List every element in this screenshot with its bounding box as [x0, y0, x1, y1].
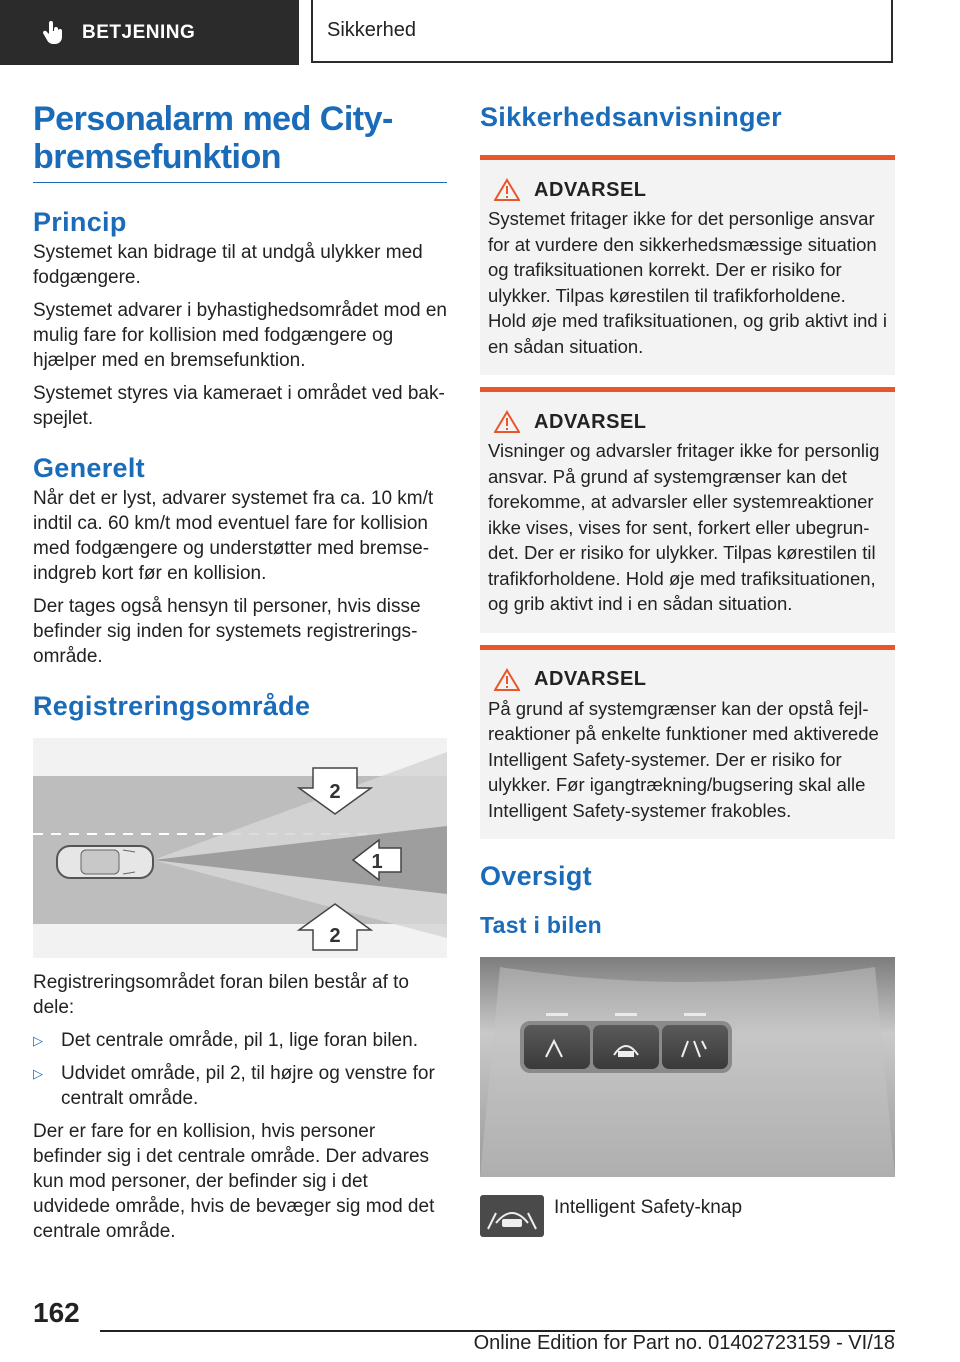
princip-paragraph-3: Systemet styres via kameraet i området ved bakspejlet. [33, 383, 445, 429]
registrering-heading: Registreringsområde [33, 691, 311, 721]
page-number: 162 [33, 1297, 80, 1328]
hand-pointer-icon [40, 20, 66, 46]
chapter-tab [311, 0, 893, 63]
princip-paragraph-1: Systemet kan bidrage til at undgå ulykker med fodgængere. [33, 242, 423, 288]
warning-text: Systemet fritager ikke for det personlige ansvar for at vurdere den sikkerhedsmæssige situation og trafiksituationen korrekt. Der er risiko for ulykker. Tilpas kørestilen til trafikforholdene. Hold øje med trafiksituationen, og grib aktivt ind i en sådan situation. [488, 208, 887, 357]
section-title: BETJENING [82, 21, 196, 43]
detection-area-diagram [33, 738, 447, 958]
button-legend-row [480, 1195, 895, 1237]
svg-text:2: 2 [329, 781, 341, 803]
oversigt-heading: Oversigt [480, 861, 592, 891]
warning-box-3 [480, 645, 895, 840]
svg-text:1: 1 [371, 851, 383, 873]
right-column [480, 100, 895, 1237]
list-item: ▷ Udvidet område, pil 2, til højre og venstre for centralt område. [33, 1063, 435, 1109]
princip-paragraph-2: Systemet advarer i byhastighedsområdet mod en mulig fare for kollision med fodgængere og hjælper med en bremsefunktion. [33, 300, 447, 371]
list-item: ▷ Det centrale område, pil 1, lige foran bilen. [33, 1030, 418, 1051]
page-title-line2: bremsefunktion [33, 138, 282, 176]
triangle-bullet-icon: ▷ [33, 1033, 43, 1048]
warning-title: ADVARSEL [534, 668, 647, 690]
svg-text:2: 2 [329, 925, 341, 947]
button-caption: Intelligent Safety-knap [554, 1197, 743, 1218]
generelt-heading: Generelt [33, 453, 145, 483]
warning-text: På grund af systemgrænser kan der opstå fejlreaktioner på enkelte funktioner med aktiverede Intelligent Safety-systemer. Der er risiko for ulykker. Før igangtrækning/bugsering skal alle Intelligent Safety-systemer frakobles. [488, 697, 879, 821]
car-icon [57, 846, 153, 878]
generelt-paragraph-1: Når det er lyst, advarer systemet fra ca. 10 km/t indtil ca. 60 km/t mod eventuel fare for kollision med fodgængere og understøtter med bremseindgreb kort før en kollision. [33, 488, 434, 584]
warning-box-1 [480, 155, 895, 375]
warning-triangle-icon [494, 668, 520, 692]
detection-bullet-list [33, 1028, 447, 1111]
edition-text: Online Edition for Part no. 01402723159 - VI/18 [473, 1332, 895, 1354]
left-column [33, 100, 447, 1244]
warning-triangle-icon [494, 178, 520, 202]
warning-title: ADVARSEL [534, 178, 647, 201]
warning-text: Visninger og advarsler fritager ikke for personlig ansvar. På grund af systemgrænser kan det forekomme, at advarsler eller systemreaktioner ikke vises, vises for sent, forkert eller ubegrundet. Der er risiko for ulykker. Tilpas kørestilen til trafikforholdene. Hold øje med trafiksituationen, og grib aktivt ind i en sådan situation. [488, 440, 880, 614]
princip-heading: Princip [33, 207, 127, 237]
sikkerhed-heading: Sikkerhedsanvisninger [480, 102, 782, 132]
lane-button [662, 1025, 728, 1069]
section-tab [0, 0, 299, 65]
page-title [33, 100, 447, 183]
triangle-bullet-icon: ▷ [33, 1066, 43, 1081]
registrering-paragraph-1: Registreringsområdet foran bilen består af to dele: [33, 972, 409, 1018]
page-title-line1: Personalarm med City- [33, 100, 393, 138]
registrering-paragraph-2: Der er fare for en kollision, hvis personer befinder sig i det centrale område. Der advares kun mod personer, der befinder sig i det udvidede område, hvis de bevæger sig mod det centrale område. [33, 1121, 435, 1242]
warning-box-2 [480, 387, 895, 633]
warning-title: ADVARSEL [534, 410, 647, 433]
tast-heading: Tast i bilen [480, 912, 603, 938]
button-panel-photo [480, 957, 895, 1177]
generelt-paragraph-2: Der tages også hensyn til personer, hvis disse befinder sig inden for systemets registreringsområde. [33, 596, 421, 667]
chapter-title: Sikkerhed [327, 19, 416, 41]
warning-triangle-icon [494, 410, 520, 434]
intelligent-safety-icon [480, 1195, 544, 1237]
